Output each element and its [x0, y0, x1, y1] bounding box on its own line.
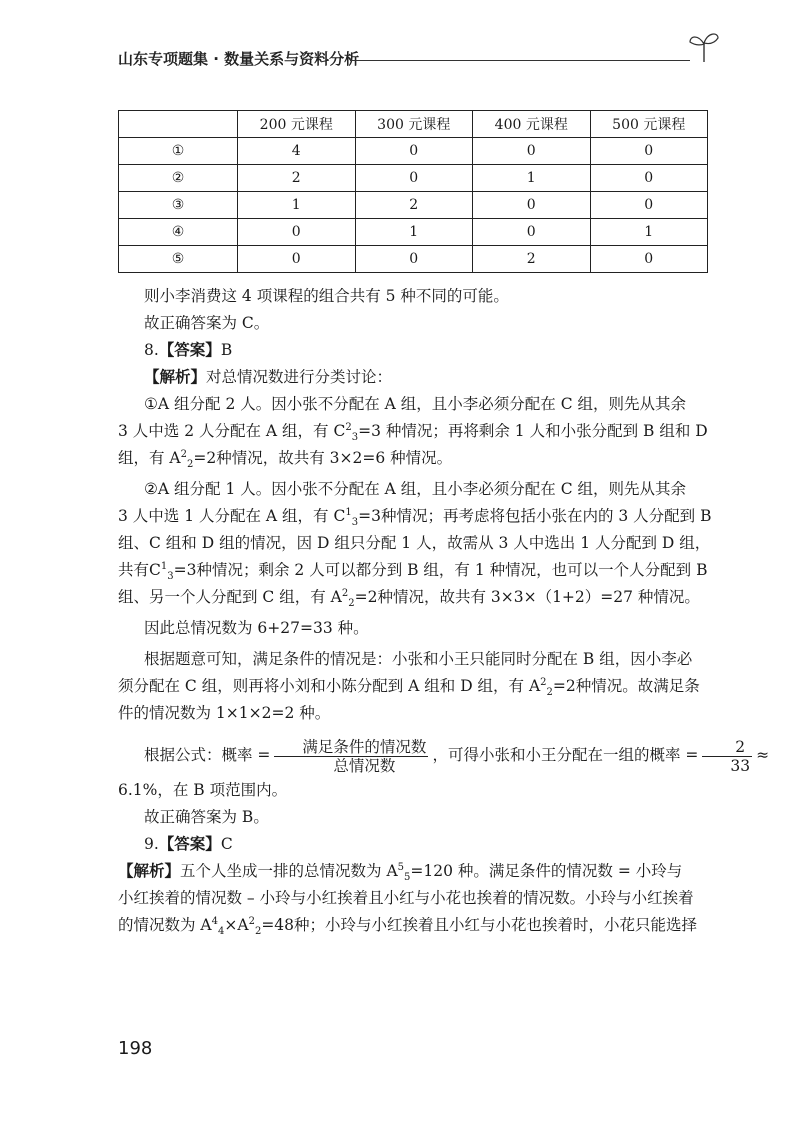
text-run: =3种情况；剩余 2 人可以都分到 B 组，有 1 种情况，也可以一个人分配到 B	[173, 561, 708, 579]
fraction-numerator: 2	[702, 738, 752, 757]
table-row	[119, 138, 708, 165]
q9-analysis-line	[118, 858, 713, 885]
analysis-text: 对总情况数进行分类讨论：	[206, 368, 393, 386]
subscript: 5	[404, 872, 411, 884]
text-run: =3 种情况；再将剩余 1 人和小张分配到 B 组和 D	[358, 422, 708, 440]
table-cell: 0	[238, 246, 356, 273]
text-run: =2种情况，故共有 3×3×（1+2）=27 种情况。	[354, 588, 700, 606]
text-run: 共有C	[118, 561, 161, 579]
fraction-denominator: 总情况数	[333, 756, 396, 775]
table-cell: 4	[238, 138, 356, 165]
paragraph: 因此总情况数为 6+27=33 种。	[144, 619, 369, 637]
paragraph-line	[118, 557, 713, 584]
answer-value: C	[220, 835, 233, 853]
paragraph-line	[118, 673, 713, 700]
text-run: 的情况数为 A	[118, 916, 212, 934]
table-row	[119, 192, 708, 219]
table-cell: ②	[119, 165, 238, 192]
paragraph-line: 组、C 组和 D 组的情况，因 D 组只分配 1 人，故需从 3 人中选出 1 人分配到 D 组，	[118, 534, 711, 552]
paragraph-line	[118, 445, 713, 472]
paragraph: ②A 组分配 1 人。因小张不分配在 A 组，且小李必须分配在 C 组，则先从其余	[144, 480, 686, 498]
q9-answer-line	[118, 831, 713, 858]
paragraph-line	[118, 584, 713, 611]
superscript: 2	[248, 915, 255, 927]
text-run: ≈	[756, 746, 770, 764]
running-header	[118, 44, 718, 74]
text-run: 须分配在 C 组，则再将小刘和小陈分配到 A 组和 D 组，有 A	[118, 677, 541, 695]
subscript: 4	[218, 926, 225, 938]
paragraph: 则小李消费这 4 项课程的组合共有 5 种不同的可能。	[144, 287, 509, 305]
table-cell: 0	[590, 192, 708, 219]
analysis-tag: 【解析】	[118, 862, 181, 880]
paragraph: 故正确答案为 C。	[144, 314, 270, 332]
fraction-denominator: 33	[730, 756, 751, 775]
table-header-cell: 400 元课程	[473, 111, 591, 138]
sprout-icon	[686, 30, 722, 64]
table-cell: 0	[590, 165, 708, 192]
table-cell: 1	[238, 192, 356, 219]
text-run: =120 种。满足条件的情况数 = 小玲与	[410, 862, 683, 880]
paragraph-line: 6.1%，在 B 项范围内。	[118, 781, 288, 799]
subscript: 3	[167, 571, 174, 583]
fraction	[274, 738, 428, 775]
header-rule	[350, 60, 690, 61]
table-header-cell: 500 元课程	[590, 111, 708, 138]
subscript: 2	[546, 687, 553, 699]
table-header-cell	[119, 111, 238, 138]
text-run: 组，有 A	[118, 449, 181, 467]
table-header-cell: 300 元课程	[355, 111, 473, 138]
table-cell: 0	[355, 246, 473, 273]
table-cell: 0	[355, 165, 473, 192]
table-cell: 0	[473, 138, 591, 165]
subscript: 2	[187, 459, 194, 471]
superscript: 2	[345, 421, 352, 433]
table-cell: ③	[119, 192, 238, 219]
text-run: 根据公式：概率 =	[144, 746, 271, 764]
text-run: =48种；小玲与小红挨着且小红与小花也挨着时，小花只能选择	[261, 916, 698, 934]
q8-analysis-line	[118, 364, 713, 391]
table-cell: ⑤	[119, 246, 238, 273]
superscript: 5	[397, 861, 405, 873]
text-run: 3 人中选 1 人分配在 A 组，有 C	[118, 507, 346, 525]
text-run: ，可得小张和小王分配在一组的概率 =	[432, 746, 699, 764]
table-cell: 0	[590, 138, 708, 165]
fraction	[702, 738, 752, 775]
answer-tag: 【答案】	[158, 341, 221, 359]
table-cell: 0	[473, 192, 591, 219]
superscript: 1	[160, 560, 168, 572]
table-cell: 1	[590, 219, 708, 246]
paragraph: 故正确答案为 B。	[144, 808, 269, 826]
formula-line	[118, 733, 770, 777]
text-run: =3种情况；再考虑将包括小张在内的 3 人分配到 B	[358, 507, 712, 525]
solution-body	[118, 283, 770, 939]
text-run: 3 人中选 2 人分配在 A 组，有 C	[118, 422, 346, 440]
paragraph-line: 小红挨着的情况数 – 小玲与小红挨着且小红与小花也挨着的情况数。小玲与小红挨着	[118, 889, 694, 907]
table-header-row	[119, 111, 708, 138]
text-run: =2种情况。故满足条	[552, 677, 700, 695]
superscript: 1	[345, 506, 352, 518]
table-row	[119, 165, 708, 192]
subscript: 2	[254, 926, 262, 938]
q8-answer-line	[118, 337, 713, 364]
subscript: 3	[351, 517, 359, 529]
table-cell: 0	[355, 138, 473, 165]
page-number: 198	[118, 1038, 153, 1059]
superscript: 2	[341, 587, 349, 599]
text-run: 五个人坐成一排的总情况数为 A	[180, 862, 398, 880]
superscript: 4	[211, 915, 218, 927]
table-row	[119, 219, 708, 246]
course-combination-table	[118, 110, 708, 273]
paragraph-line: 件的情况数为 1×1×2=2 种。	[118, 704, 331, 722]
answer-tag: 【答案】	[158, 835, 221, 853]
paragraph: ①A 组分配 2 人。因小张不分配在 A 组，且小李必须分配在 C 组，则先从其余	[144, 395, 686, 413]
subscript: 2	[348, 598, 355, 610]
superscript: 2	[180, 448, 187, 460]
fraction-numerator: 满足条件的情况数	[274, 738, 428, 757]
table-header-cell: 200 元课程	[238, 111, 356, 138]
paragraph-line	[118, 418, 713, 445]
paragraph: 根据题意可知，满足条件的情况是：小张和小王只能同时分配在 B 组，因小李必	[144, 650, 693, 668]
header-title: 山东专项题集 · 数量关系与资料分析	[118, 50, 360, 68]
table-cell: 0	[590, 246, 708, 273]
table-cell: 2	[238, 165, 356, 192]
text-run: ×A	[224, 916, 249, 934]
text-run: =2种情况，故共有 3×2=6 种情况。	[193, 449, 453, 467]
table-cell: 1	[355, 219, 473, 246]
table-cell: 1	[473, 165, 591, 192]
text-run: 组、另一个人分配到 C 组，有 A	[118, 588, 342, 606]
answer-value: B	[220, 341, 233, 359]
question-number: 9.	[144, 835, 159, 853]
table-cell: ④	[119, 219, 238, 246]
table-cell: 0	[238, 219, 356, 246]
question-number: 8.	[144, 341, 159, 359]
analysis-tag: 【解析】	[144, 368, 207, 386]
table-row	[119, 246, 708, 273]
table-cell: ①	[119, 138, 238, 165]
table-cell: 2	[355, 192, 473, 219]
superscript: 2	[540, 676, 547, 688]
paragraph-line	[118, 912, 713, 939]
table-cell: 2	[473, 246, 591, 273]
paragraph-line	[118, 503, 713, 530]
table-cell: 0	[473, 219, 591, 246]
subscript: 3	[351, 432, 359, 444]
